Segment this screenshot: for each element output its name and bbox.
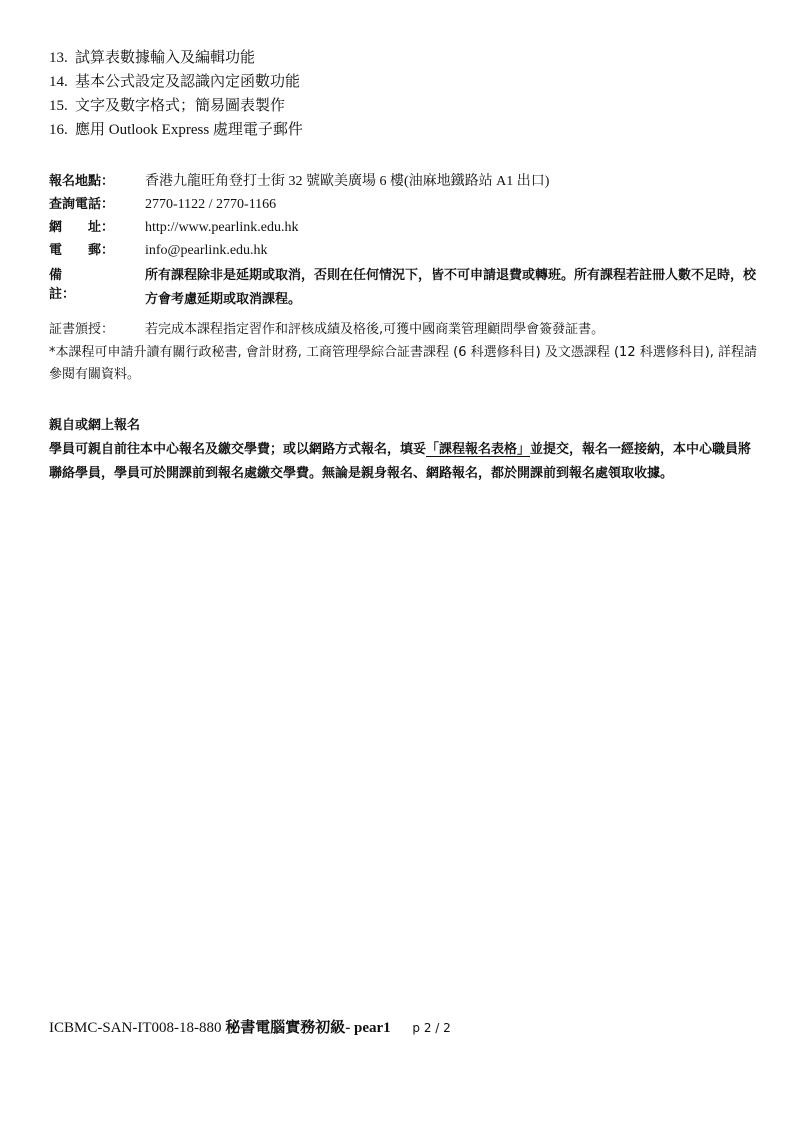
course-topic-list bbox=[49, 46, 303, 142]
list-item bbox=[49, 118, 303, 142]
list-item-text: 文字及數字格式；簡易圖表製作 bbox=[75, 98, 286, 114]
list-item-text: 基本公式設定及認識內定函數功能 bbox=[75, 74, 301, 90]
website-link[interactable]: http://www.pearlink.edu.hk bbox=[145, 220, 299, 235]
course-title: 秘書電腦實務初級- pear1 bbox=[225, 1020, 391, 1036]
list-item-number: 16. bbox=[49, 122, 68, 138]
website-label: 網 址： bbox=[49, 220, 115, 235]
list-item bbox=[49, 94, 303, 118]
phone-label: 查詢電話： bbox=[49, 197, 115, 212]
list-item-text: 應用 Outlook Express 處理電子郵件 bbox=[75, 122, 303, 138]
certificate-text: 若完成本課程指定習作和評核成績及格後,可獲中國商業管理顧問學會簽發証書。 bbox=[145, 322, 605, 337]
note-label: 備 註： bbox=[49, 268, 89, 302]
list-item-number: 14. bbox=[49, 74, 68, 90]
enrolment-text-start: 學員可親自前往本中心報名及繳交學費；或以網路方式報名，填妥 bbox=[49, 442, 427, 457]
enrolment-text-end: 並提交，報名一經接納，本中心職員將聯絡學員，學員可於開課前到報名處繳交學費。無論是親身報名、網路報名，都於開課前到報名處領取收據。 bbox=[49, 442, 752, 481]
note-text: 所有課程除非是延期或取消，否則在任何情況下，皆不可申請退費或轉班。所有課程若註冊人數不足時，校方會考慮延期或取消課程。 bbox=[145, 268, 757, 307]
phone-value: 2770-1122 / 2770-1166 bbox=[145, 197, 277, 212]
course-code: ICBMC-SAN-IT008-18-880 bbox=[49, 1020, 222, 1036]
list-item bbox=[49, 70, 303, 94]
certificate-row bbox=[49, 318, 604, 337]
remark-text: *本課程可申請升讀有關行政秘書, 會計財務, 工商管理學綜合証書課程 (6 科選修科目) 及文憑課程 (12 科選修科目), 詳程請參閱有關資料。 bbox=[49, 345, 758, 382]
address-value: 香港九龍旺角登打士街 32 號歐美廣場 6 樓(油麻地鐵路站 A1 出口) bbox=[145, 174, 550, 189]
list-item-number: 15. bbox=[49, 98, 68, 114]
list-item-text: 試算表數據輸入及編輯功能 bbox=[75, 50, 256, 66]
enrolment-body bbox=[49, 438, 761, 486]
address-label: 報名地點： bbox=[49, 174, 115, 189]
list-item-number: 13. bbox=[49, 50, 68, 66]
page-footer bbox=[49, 1016, 451, 1037]
certificate-label: 証書頒授： bbox=[49, 322, 115, 337]
page-number: p 2 / 2 bbox=[412, 1021, 451, 1035]
enrolment-heading: 親自或網上報名 bbox=[49, 418, 141, 433]
email-link[interactable]: info@pearlink.edu.hk bbox=[145, 243, 268, 258]
list-item bbox=[49, 46, 303, 70]
enrolment-form-link[interactable]: 「課程報名表格」 bbox=[426, 442, 531, 457]
email-label: 電 郵： bbox=[49, 243, 115, 258]
